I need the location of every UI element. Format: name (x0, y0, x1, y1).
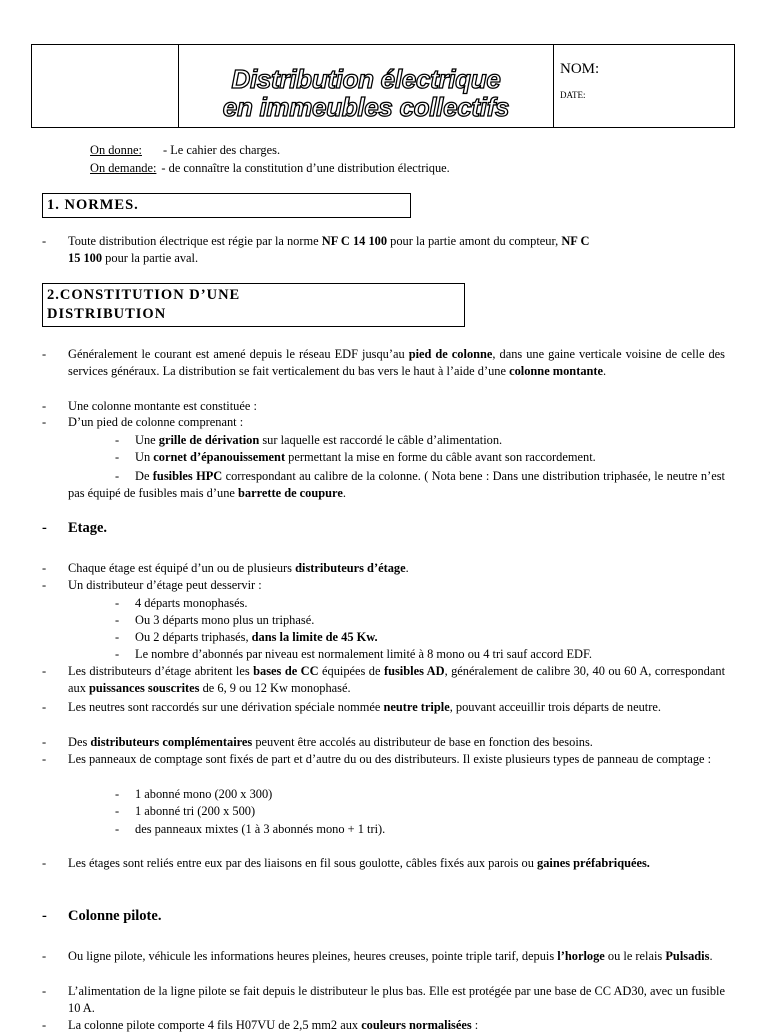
header-title-cell (179, 45, 554, 127)
pilote-p2: L’alimentation de la ligne pilote se fait depuis le distributeur le plus bas. Elle est protégée par une base de CC AD30, avec un fusible 10 A. (68, 984, 725, 1015)
section2-paragraph2: Une colonne montante est constituée : (68, 399, 257, 413)
bullet: - (115, 804, 120, 818)
bullet: - (115, 469, 120, 483)
etage-list-item: Ou 2 départs triphasés, dans la limite de 45 Kw. (135, 630, 378, 644)
bullet: - (42, 949, 47, 963)
header-info-cell (554, 45, 734, 127)
section1-paragraph: Toute distribution électrique est régie par la norme NF C 14 100 pour la partie amont du compteur, NF C 15 100 pour la partie aval. (68, 234, 590, 265)
bullet: - (42, 578, 47, 592)
document-title-line1: Distribution électrique (231, 64, 501, 94)
given-label: On donne: (90, 143, 142, 157)
pied-item-cornet: Un cornet d’épanouissement permettant la mise en forme du câble avant son raccordement. (135, 450, 596, 464)
bullet: - (42, 561, 47, 575)
bullet: - (42, 234, 47, 248)
bullet: - (115, 433, 120, 447)
intro-asked (90, 160, 450, 176)
bullet: - (115, 630, 120, 644)
header-logo-cell (32, 45, 179, 127)
bullet: - (115, 450, 120, 464)
document-title-line2: en immeubles collectifs (222, 92, 510, 122)
bullet: - (42, 399, 47, 413)
date-label: DATE: (560, 90, 586, 100)
etage-p6: Les panneaux de comptage sont fixés de part et d’autre du ou des distributeurs. Il existe plusieurs types de panneau de comptage : (68, 752, 712, 766)
header-table (31, 44, 735, 128)
etage-p4: Les neutres sont raccordés sur une dérivation spéciale nommée neutre triple, pouvant acceuillir trois départs de neutre. (68, 700, 661, 714)
etage-p2: Un distributeur d’étage peut desservir : (68, 578, 262, 592)
bullet: - (42, 520, 47, 536)
bullet: - (42, 415, 47, 429)
panneau-item: des panneaux mixtes (1 à 3 abonnés mono + 1 tri). (135, 822, 386, 836)
bullet: - (115, 787, 120, 801)
bullet: - (42, 700, 47, 714)
asked-text: - de connaître la constitution d’une distribution électrique. (161, 161, 450, 175)
bullet: - (42, 735, 47, 749)
pied-item-fusibles: De fusibles HPC correspondant au calibre de la colonne. ( Nota bene : Dans une distribution triphasée, le neutre n’est pas équipé de fusibles mais d’une barrette de coupure. (68, 469, 725, 500)
pied-item-grille: Une grille de dérivation sur laquelle est raccordé le câble d’alimentation. (135, 433, 503, 447)
bullet: - (42, 908, 47, 924)
etage-list-item: Ou 3 départs mono plus un triphasé. (135, 613, 315, 627)
section2-paragraph3: D’un pied de colonne comprenant : (68, 415, 244, 429)
etage-p7: Les étages sont reliés entre eux par des liaisons en fil sous goulotte, câbles fixés aux parois ou gaines préfabriquées. (68, 856, 650, 870)
section1-title: 1. NORMES. (42, 193, 411, 218)
etage-list-item: Le nombre d’abonnés par niveau est normalement limité à 8 mono ou 4 tri sauf accord EDF. (135, 647, 592, 661)
section2-title: 2.CONSTITUTION D’UNE DISTRIBUTION (42, 283, 465, 327)
bullet: - (42, 664, 47, 678)
nom-label: NOM: (560, 61, 600, 77)
pilote-p1: Ou ligne pilote, véhicule les informations heures pleines, heures creuses, pointe triple tarif, depuis l’horloge ou le relais Pulsadis. (68, 949, 713, 963)
etage-p1: Chaque étage est équipé d’un ou de plusieurs distributeurs d’étage. (68, 561, 409, 575)
pilote-p3: La colonne pilote comporte 4 fils H07VU de 2,5 mm2 aux couleurs normalisées : (68, 1018, 479, 1032)
bullet: - (42, 1018, 47, 1032)
bullet: - (115, 822, 120, 836)
bullet: - (115, 647, 120, 661)
section2-paragraph1: Généralement le courant est amené depuis le réseau EDF jusqu’au pied de colonne, dans une gaine verticale voisine de celle des services généraux. La distribution se fait verticalement du bas vers le haut à l’aide d’une colonne montante. (68, 347, 725, 378)
etage-list-item: 4 départs monophasés. (135, 596, 248, 610)
panneau-item: 1 abonné tri (200 x 500) (135, 804, 256, 818)
etage-p3: Les distributeurs d’étage abritent les bases de CC équipées de fusibles AD, généralement de calibre 30, 40 ou 60 A, correspondant aux puissances souscrites de 6, 9 ou 12 Kw monophasé. (68, 664, 726, 695)
etage-p5: Des distributeurs complémentaires peuvent être accolés au distributeur de base en fonction des besoins. (68, 735, 593, 749)
bullet: - (42, 856, 47, 870)
etage-heading: Etage. (68, 520, 108, 536)
bullet: - (42, 347, 47, 361)
bullet: - (115, 596, 120, 610)
given-text: - Le cahier des charges. (162, 143, 281, 157)
bullet: - (42, 984, 47, 998)
bullet: - (42, 752, 47, 766)
intro-given (90, 142, 280, 158)
pilote-heading: Colonne pilote. (68, 908, 162, 924)
panneau-item: 1 abonné mono (200 x 300) (135, 787, 273, 801)
asked-label: On demande: (90, 161, 157, 175)
bullet: - (115, 613, 120, 627)
